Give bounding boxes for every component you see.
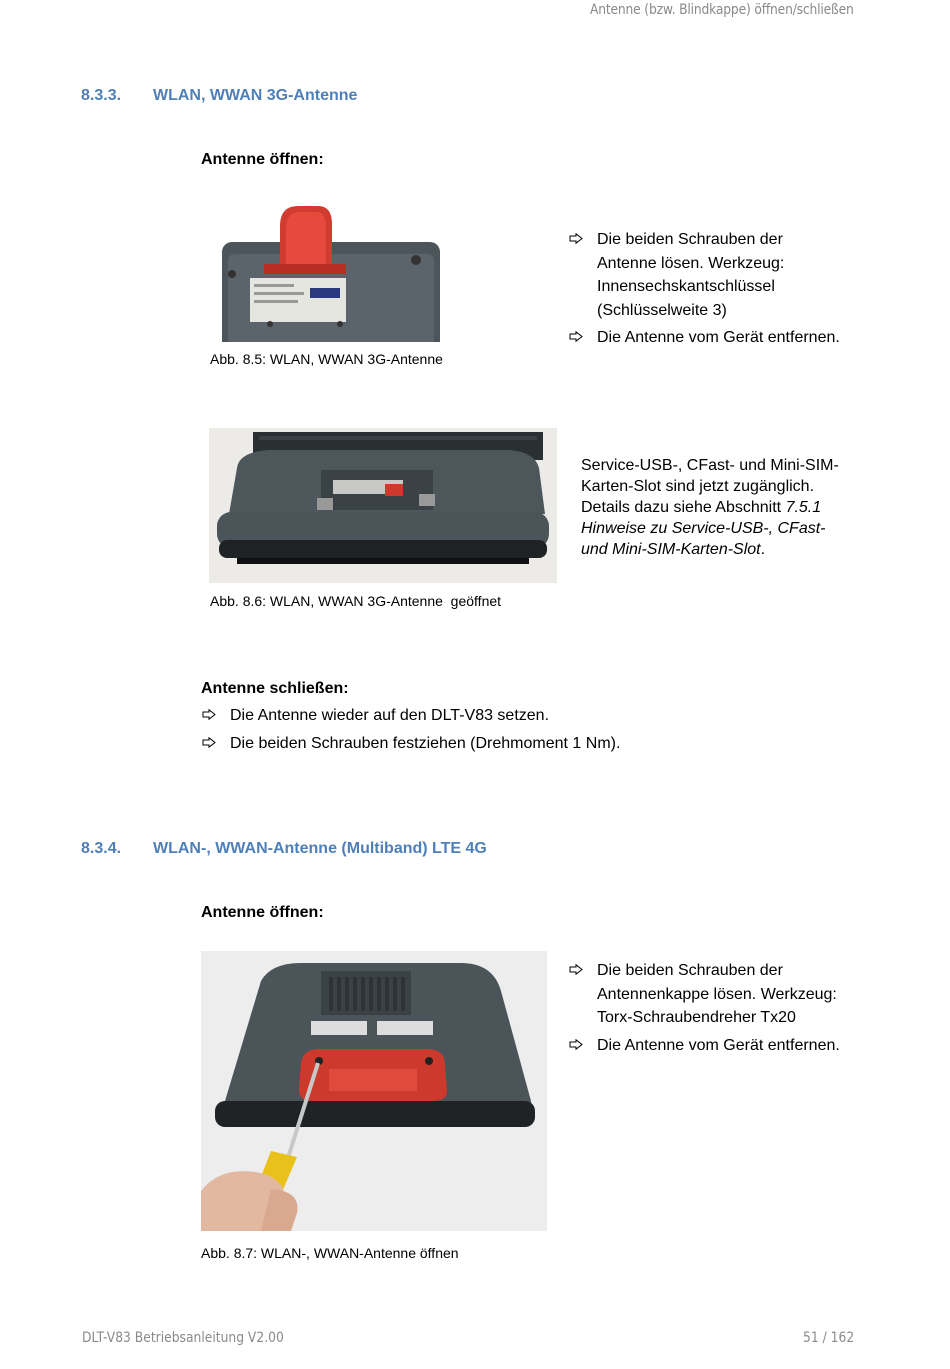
footer-page-number: 51 / 162 bbox=[802, 1330, 854, 1346]
antenna-close-heading-833: Antenne schließen: bbox=[201, 680, 349, 697]
info-text: Service-USB-, CFast- und Mini-SIM-Karten-Slot sind jetzt zugänglich. Details dazu siehe Abschnitt bbox=[581, 457, 839, 516]
list-item bbox=[569, 326, 844, 350]
list-item bbox=[202, 732, 822, 756]
list-item bbox=[569, 228, 844, 322]
close-steps-list-833 bbox=[202, 704, 822, 755]
arrow-right-outline-icon bbox=[202, 704, 230, 728]
figure-8-5-caption: Abb. 8.5: WLAN, WWAN 3G-Antenne bbox=[210, 351, 443, 367]
figure-8-6-image bbox=[209, 428, 557, 583]
step-text: Die Antenne vom Gerät entfernen. bbox=[597, 329, 840, 346]
arrow-right-outline-icon bbox=[569, 1034, 597, 1058]
step-text: Die beiden Schrauben festziehen (Drehmoment 1 Nm). bbox=[230, 734, 621, 752]
antenna-open-heading-833: Antenne öffnen: bbox=[201, 151, 324, 168]
slot-info-paragraph bbox=[581, 455, 853, 560]
arrow-right-outline-icon bbox=[569, 228, 597, 252]
info-text-end: . bbox=[760, 541, 766, 558]
footer-doc-title: DLT-V83 Betriebsanleitung V2.00 bbox=[82, 1330, 284, 1346]
step-text: Die beiden Schrauben der Antenne lösen. Werkzeug: Innensechskantschlüssel (Schlüsselweite 3) bbox=[597, 231, 785, 319]
steps-list-833 bbox=[569, 228, 844, 350]
running-header: Antenne (bzw. Blindkappe) öffnen/schließen bbox=[590, 2, 854, 18]
section-title-834: WLAN-, WWAN-Antenne (Multiband) LTE 4G bbox=[153, 840, 487, 857]
list-item bbox=[569, 959, 844, 1030]
arrow-right-outline-icon bbox=[202, 732, 230, 756]
figure-8-7-caption: Abb. 8.7: WLAN-, WWAN-Antenne öffnen bbox=[201, 1245, 459, 1261]
section-number-834: 8.3.4. bbox=[81, 840, 122, 857]
section-reference-link[interactable]: 7.5.1 Hinweise zu Service-USB-, CFast- und Mini-SIM-Karten-Slot bbox=[581, 499, 826, 558]
steps-list-834 bbox=[569, 959, 844, 1057]
antenna-open-heading-834: Antenne öffnen: bbox=[201, 904, 324, 921]
figure-8-6-caption: Abb. 8.6: WLAN, WWAN 3G-Antenne geöffnet bbox=[210, 593, 502, 609]
figure-8-5-image bbox=[220, 204, 442, 342]
section-number-833: 8.3.3. bbox=[81, 87, 122, 104]
figure-8-7-image bbox=[201, 951, 547, 1231]
list-item bbox=[202, 704, 822, 728]
step-text: Die Antenne vom Gerät entfernen. bbox=[597, 1036, 840, 1054]
arrow-right-outline-icon bbox=[569, 959, 597, 983]
list-item bbox=[569, 1034, 844, 1058]
arrow-right-outline-icon bbox=[569, 326, 597, 350]
step-text: Die beiden Schrauben der Antennenkappe lösen. Werkzeug: Torx-Schraubendreher Tx20 bbox=[597, 962, 837, 1026]
section-title-833: WLAN, WWAN 3G-Antenne bbox=[153, 87, 358, 104]
step-text: Die Antenne wieder auf den DLT-V83 setzen. bbox=[230, 707, 550, 724]
